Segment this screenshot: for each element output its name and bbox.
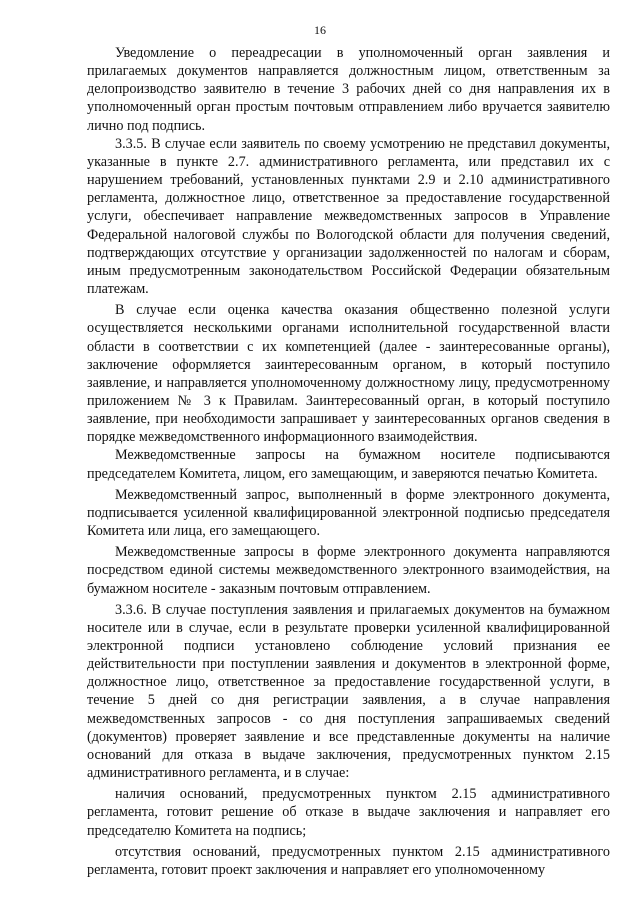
paragraph-paper-requests: Межведомственные запросы на бумажном носителе подписываются председателем Комитета, лицом, его замещающим, и заверяются печатью Комитета.	[87, 447, 610, 482]
paragraph-no-refusal-grounds: отсутствия оснований, предусмотренных пунктом 2.15 административного регламента, готовит проект заключения и направляет его уполномоченному	[87, 843, 610, 878]
paragraph-redirect-notice: Уведомление о переадресации в уполномоченный орган заявления и прилагаемых документов направляется должностным лицом, ответственным за делопроизводство заявителю в течение 3 рабочих дней со дня направления их в уполномоченный орган простым почтовым отправлением либо вручается заявителю лично под подпись.	[87, 45, 610, 134]
paragraph-refusal-grounds: наличия оснований, предусмотренных пунктом 2.15 административного регламента, готовит решение об отказе в выдаче заключения и направляет его председателю Комитета на подпись;	[87, 786, 610, 839]
paragraph-3-3-6: 3.3.6. В случае поступления заявления и прилагаемых документов на бумажном носителе или в случае, если в результате проверки усиленной квалифицированной электронной подписи установлено соблюдение условий признания ее действительности при поступлении заявления и документов в электронной форме, должностное лицо, ответственное за предоставление государственной услуги, в течение 5 дней со дня регистрации заявления, а в случае направления межведомственных запросов - со дня поступления запрашиваемых сведений (документов) проверяет заявление и все представленные документы на наличие оснований для отказа в выдаче заключения, предусмотренных пунктом 2.15 административного регламента, и в случае:	[87, 601, 610, 782]
document-body	[87, 44, 610, 879]
paragraph-quality-assessment: В случае если оценка качества оказания общественно полезной услуги осуществляется несколькими органами исполнительной государственной власти области в соответствии с их компетенцией (далее - заинтересованные органы), заключение оформляется заинтересованным органом, в который поступило заявление, и направляется уполномоченному должностному лицу, предусмотренному приложением № 3 к Правилам. Заинтересованный орган, в который поступило заявление, при необходимости запрашивает у заинтересованных органов сведения в порядке межведомственного информационного взаимодействия.	[87, 302, 610, 446]
paragraph-request-delivery: Межведомственные запросы в форме электронного документа направляются посредством единой системы межведомственного электронного взаимодействия, на бумажном носителе - заказным почтовым отправлением.	[87, 544, 610, 597]
page-number: 16	[314, 23, 326, 37]
paragraph-3-3-5: 3.3.5. В случае если заявитель по своему усмотрению не представил документы, указанные в пункте 2.7. административного регламента, или представил их с нарушением требований, установленных пунктами 2.9 и 2.10 административного регламента, должностное лицо, ответственное за предоставление государственной услуги, обеспечивает направление межведомственных запросов в Управление Федеральной налоговой службы по Вологодской области для получения сведений, подтверждающих отсутствие у организации задолженностей по налогам и сборам, иным предусмотренным законодательством Российской Федерации обязательным платежам.	[87, 135, 610, 298]
paragraph-electronic-request: Межведомственный запрос, выполненный в форме электронного документа, подписывается усиленной квалифицированной электронной подписью председателя Комитета или лица, его замещающего.	[87, 486, 610, 540]
